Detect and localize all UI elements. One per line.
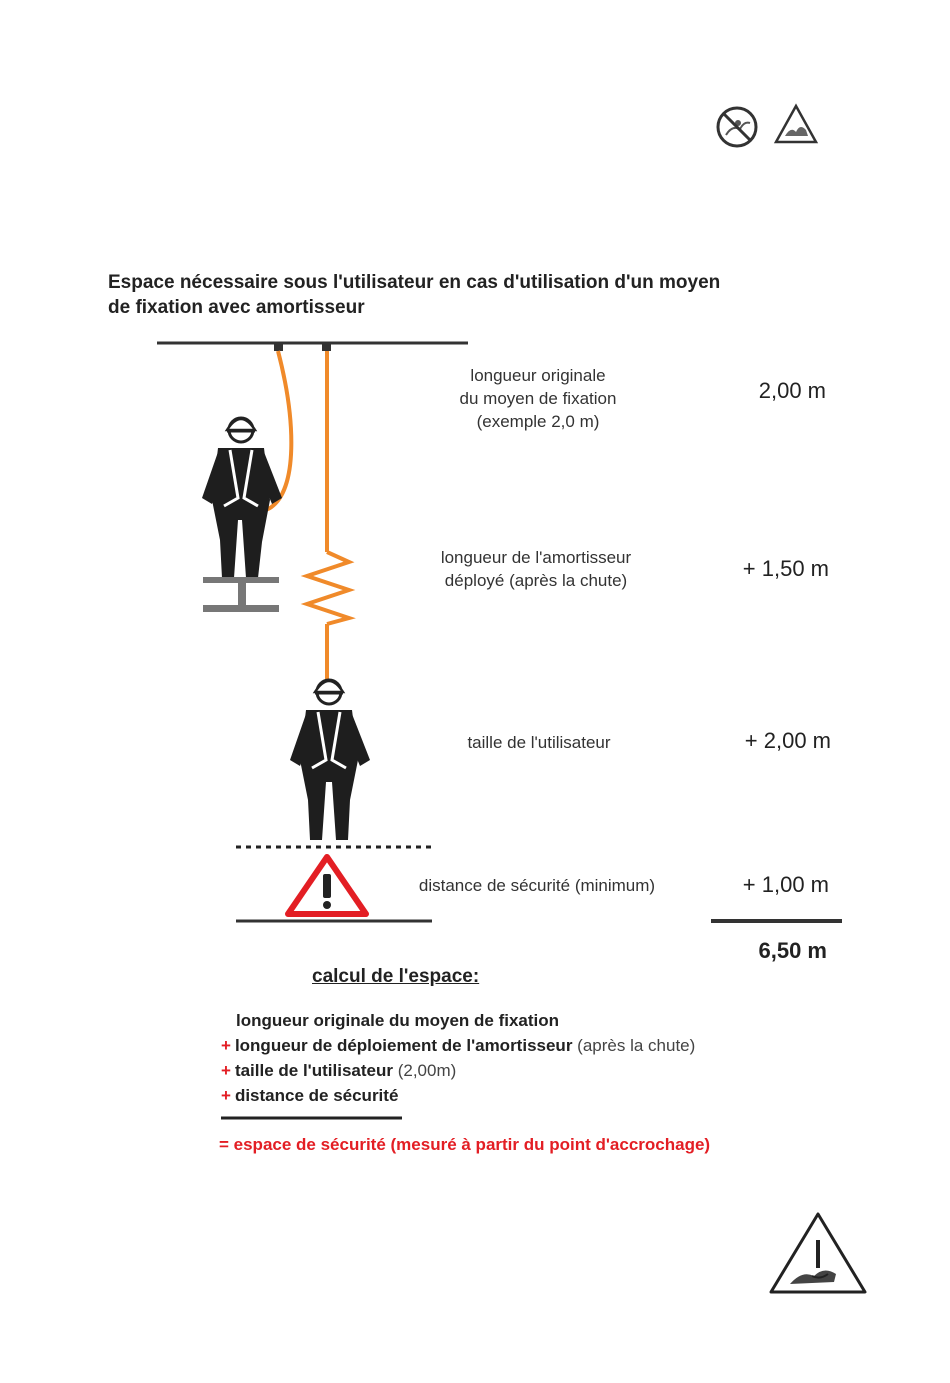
heading-line-1: Espace nécessaire sous l'utilisateur en cas d'utilisation d'un moyen <box>108 272 721 293</box>
calc-result: = espace de sécurité (mesuré à partir du point d'accrochage) <box>219 1135 711 1154</box>
warning-fall-icon <box>771 1214 865 1292</box>
no-chemicals-icon <box>718 108 756 146</box>
platform-beam <box>203 577 279 612</box>
row-4-value: + 1,00 m <box>742 872 829 897</box>
calc-line-1: longueur originale du moyen de fixation <box>236 1011 560 1030</box>
warning-hand-icon <box>776 106 816 142</box>
calc-line-4: + distance de sécurité <box>221 1086 399 1105</box>
calc-title: calcul de l'espace: <box>312 966 480 987</box>
deployed-lanyard <box>307 351 349 700</box>
worker-suspended-icon <box>290 680 370 840</box>
row-3-description: taille de l'utilisateur <box>467 733 611 752</box>
worker-standing-icon <box>202 418 282 578</box>
row-1-description: longueur originale du moyen de fixation (exemple 2,0 m) <box>459 366 617 431</box>
heading-line-2: de fixation avec amortisseur <box>108 297 365 318</box>
calc-line-3: + taille de l'utilisateur (2,00m) <box>221 1061 457 1080</box>
row-4-description: distance de sécurité (minimum) <box>418 876 656 895</box>
anchor-point-1 <box>274 343 283 351</box>
row-1-value: 2,00 m <box>758 378 826 403</box>
total-value: 6,50 m <box>758 938 827 963</box>
warning-triangle-icon <box>288 857 366 914</box>
anchor-point-2 <box>322 343 331 351</box>
calc-line-2: + longueur de déploiement de l'amortisseur (après la chute) <box>221 1036 696 1055</box>
row-2-description: longueur de l'amortisseur déployé (après la chute) <box>440 548 632 590</box>
row-3-value: + 2,00 m <box>744 728 831 753</box>
page-heading <box>108 270 868 320</box>
row-2-value: + 1,50 m <box>742 556 829 581</box>
